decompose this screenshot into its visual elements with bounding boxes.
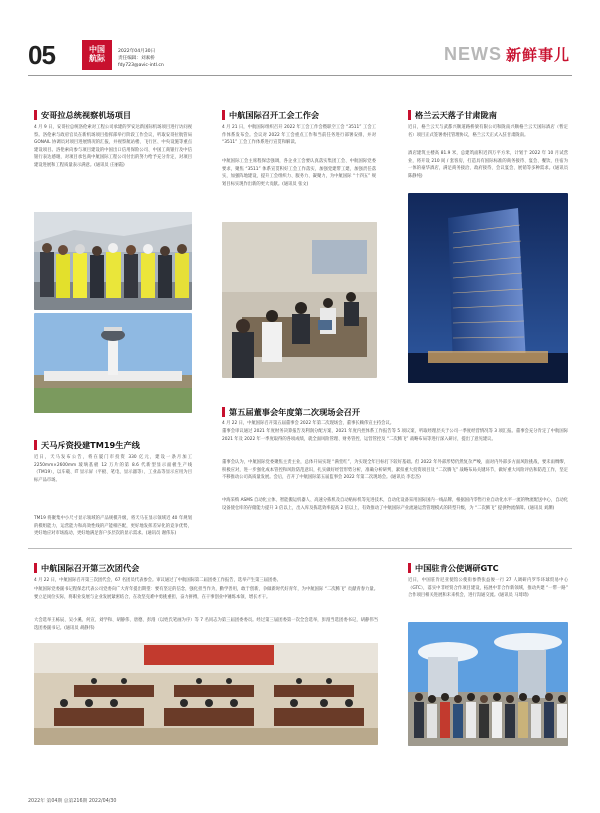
article-title-union: 中航国际召开工会工作会 <box>222 110 382 120</box>
article-body-gtc: 近日，中国驻肯尼亚使馆公使衔参赞张益俊一行 27 人调研内罗毕环球贸易中心（GTC），落实中非经贸合作项目建设，拓展中非合作新领域，推动共建 “一带一路” 合作项目相关进展和未来机会，进行沟通交流。(通讯员 马琦琦) <box>408 578 568 599</box>
editor-email: fdy723@avic-intl.cn <box>118 63 164 68</box>
article-body-tianma-2: TM19 将聚集中小尺寸显示领域的产品规模升级，将天马在显示领域近 40 年规划的模组能力，运营能力和高效性线的产能相匹配，更好地发挥差异化的竞争优势，更好地应对市场波动，更好地满足客户多层次的显示需求。(通讯员 谢伟东) <box>34 516 192 537</box>
section-title-cn: 新鲜事儿 <box>505 47 570 64</box>
article-body-hotel-2: 酒店建筑主楼高 81.9 米，总建筑面积近四万平方米，计划于 2022 年 10 月试营业，将开设 210 间 / 套客房，打造具有国际标准的商务接待、宴会、餐饮、住宿为一体的豪华酒店，满足商务接洽、政府接待、会议宴会、展销等多种需求。(通讯员 陈静纯) <box>408 151 568 179</box>
section-title <box>444 44 570 65</box>
article-title-hotel: 格兰云天落子甘肃陇南 <box>408 110 573 120</box>
article-body-youth-1: 4 月 22 日，中航国际召开第三次团代会，67 名团员代表参会。审议通过了中航国际第二届团委工作报告，选举产生第三届团委。 <box>34 578 281 583</box>
issue-date: 2022年04月30日 <box>118 49 156 54</box>
footer-issue: 2022年 第04期 总第216期 2022/04/30 <box>28 799 117 804</box>
gtc-group-photo <box>408 622 568 746</box>
section-title-en: NEWS <box>443 44 502 64</box>
logo-line2: 航际 <box>89 54 105 63</box>
article-body-hotel-1: 近日，格兰云天与武都兴顺道路桥梁有限公司和陇南兴顺格兰云天国际酒店（暂定名）项目正式签署委托管理协议，格兰云天正式入驻甘肃陇南。 <box>408 125 568 138</box>
article-body-board-1: 4 月 22 日，中航国际召开第五届董事会 2022 年第二次现场会，董事长赖伟宣主持会议。 <box>222 421 395 426</box>
page-number: 05 <box>28 40 55 70</box>
article-title-gtc: 中国驻肯公使调研GTC <box>408 563 573 573</box>
airport-visit-photo <box>34 212 192 310</box>
article-body-board-3: 董事会认为，中航国际党委聚焦主责主业，总体开局实现 “满堂红”，为实现全年目标打下较好基础。但 2022 年外部形势仍然复杂严峻，面对内外部多方面风险挑战，要未雨绸缪，积极应对，进一步强化成本管控和风险防范意识，扎实做好经营形势分析，准确分析研判，紧扣重大投资项目及 “二次腾飞” 战略布局关键环节，做好重大风险评估和防范工作，坚定不移推动公司高质量发展。会后，召开了中航国际第五届监事会 2022 年第二次现场会。(通讯员 李忠杰) <box>222 460 568 481</box>
article-title-youth: 中航国际召开第三次团代会 <box>34 563 334 573</box>
article-title-board: 第五届董事会年度第二次现场会召开 <box>222 407 522 417</box>
publication-logo <box>82 40 112 70</box>
issue-meta <box>118 48 164 69</box>
article-body-tianma-1: 近日，天马发布公告，将在厦门市投资 330 亿元，建设一条月加工 2250mm×2600mm 玻璃基板 12 万片的第 8.6 代新型显示面板生产线（TM19），以车载、IT 显示屏（平板、笔电、显示器等）、工业品等显示应用为目标产品市场。 <box>34 455 192 483</box>
article-body-angola: 4 月 9 日，安哥拉总统洛伦索对工程公司承建的罗安达新国际机场项目进行访问视察。洛伦索与政府官员在新机场项目指挥部举行阶段工作会议，听取安哥拉航管局 GONAIL 协调员对项目进展情况的汇报，并视察航站楼、飞行区、中央设施等重点建设项目。洛伦索向参与项目建设的中国出口信用保险公司、中国工商银行及中信银行表达感谢，对项目承包商中航国际工程公司付出的努力给予充分肯定，对项目建设进展和工程质量表示满意。(通讯员 庄丽霞) <box>34 125 192 168</box>
youth-congress-photo <box>34 643 378 745</box>
article-body-union-2: 中航国际工会主席程保忠强调，各企业工会要认真落实集团工会、中航国际党委要求，聚焦 “3511” 体系宣贯积好工会工作落实，加强党建带工建，加强责任落实，加强阵地建设，提升工会组织力、服务力、凝聚力，为中航国际 “十四五” 规划目标实现作出新的更大贡献。(通讯员 张文) <box>222 159 376 187</box>
airport-tower-photo <box>34 313 192 413</box>
section-divider <box>28 548 572 549</box>
article-body-board-4: 中海采购 ASMS 自动化立体、智能搬运机器人、高速分拣机及自动贴标机等先进技术，自动化设备采用国际国内一线品牌，根据国内零售行业自动化水平一流的物流配送中心，自动化设备使仓库的存储能力提升 3 倍以上，出入库及拣选效率提高 2 倍以上，有效推动了中航国际产业流通运营管理模式的转型升级，为 “二次腾飞” 提供物流保障。(通讯员 刘渊) <box>222 498 568 511</box>
article-title-angola: 安哥拉总统视察机场项目 <box>34 110 194 120</box>
header-divider <box>28 75 572 76</box>
union-meeting-photo <box>222 222 377 378</box>
article-body-youth-2: 中航国际党委副书记程保忠代表公司党委向广大青年提出期望：要有坚定的信念，强化担当作为，勤学善用，敢于创新，争做新时代好青年，为中航国际 “二次腾飞” 贡献青春力量。要立足岗位实际，将职业发展与企业发展紧密结合，在攻坚克难中勇挑重担，奋力拼搏，在干事创业中锤炼本领、增长才干。 <box>34 587 378 600</box>
article-body-youth-3: 大会选举王栋辰、吴小溪、何宣、刘学和、胡静伟、唐德、彭漫（以姓氏笔画为序）等 7 名同志为第三届团委委员。经过第三届团委第一次全会选举，彭漫当选团委书记，胡静伟当选团委副书记。(通讯员 胡静伟) <box>34 618 378 631</box>
hotel-building-photo <box>408 193 568 383</box>
article-body-board-2: 董事会审议通过 2021 年度财务决算报告及利润分配方案、2021 年度内控体系工作报告等 5 项议案，听取经理层关于公司一季度经营情况等 3 项汇报。董事会充分肯定了中航国际 2021 年及 2022 年一季度取得的各项成绩，就全面风险管理、财务管控、运营管控及 “二次腾飞” 战略布局等进行深入研讨，提出了意见建议。 <box>222 429 568 442</box>
editor-line: 责任编辑：刘素桥 <box>118 56 155 61</box>
logo-line1: 中国 <box>89 45 105 54</box>
article-body-union-1: 4 月 21 日，中航国际组织召开 2022 年工会工作会暨职空工会 “3511” 工会工作体系发布会。会议对 2022 年工会重点工作和当前任务进行部署安排，并对 “3511” 工会工作体系进行宣贯和解读。 <box>222 125 376 146</box>
article-title-tianma: 天马斥资投建TM19生产线 <box>34 440 194 450</box>
